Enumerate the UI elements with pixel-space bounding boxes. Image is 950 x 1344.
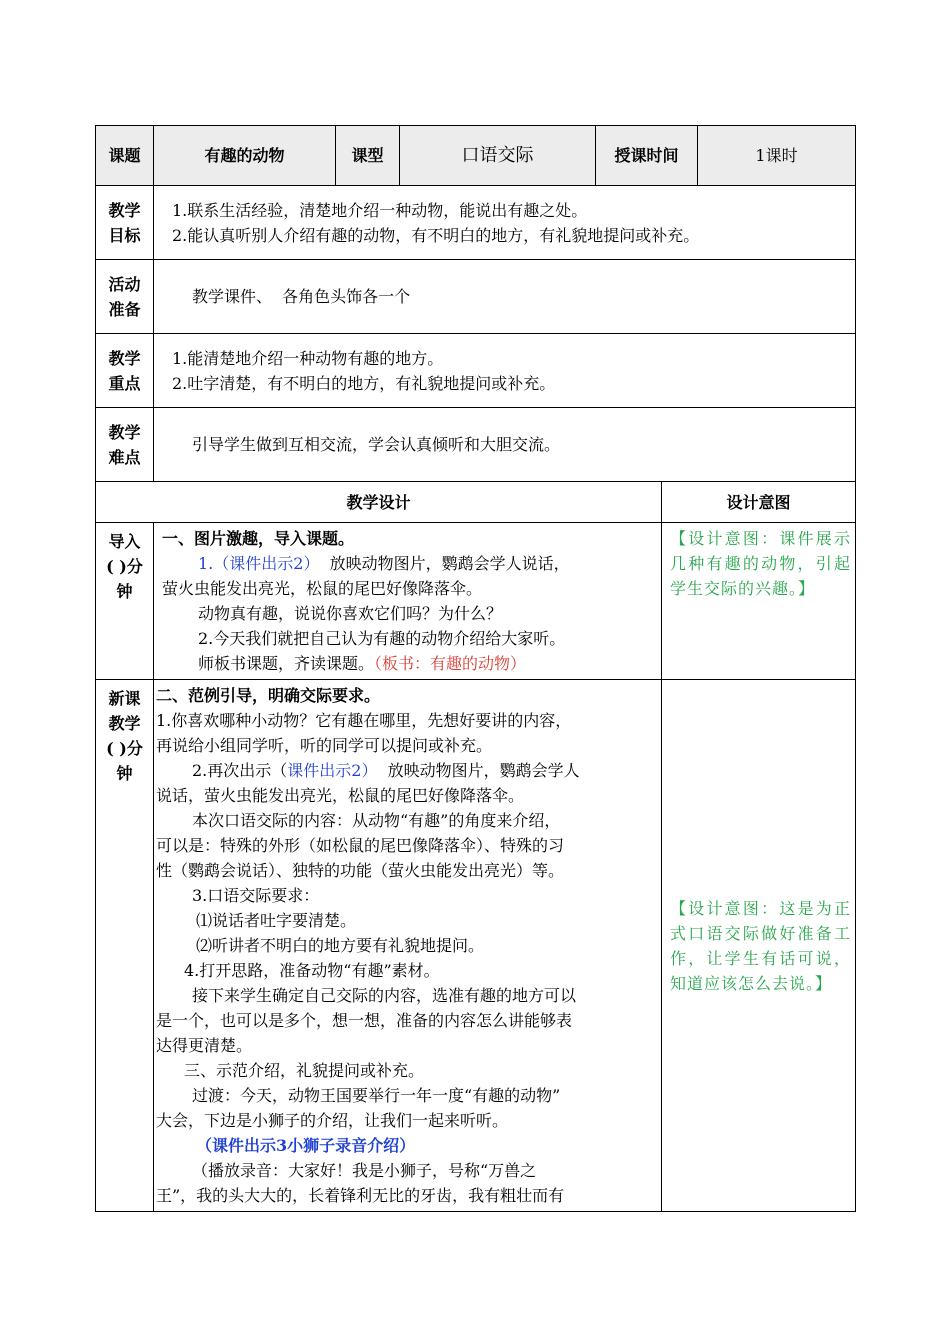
intro-p1-line2: 萤火虫能发出亮光，松鼠的尾巴好像降落伞。 (162, 579, 483, 598)
newlesson-label (96, 680, 154, 1212)
keypoints-label-line1: 教学 (108, 348, 141, 368)
newlesson-label-line3: ( )分 (106, 739, 143, 758)
intro-label-line2: ( )分 (106, 557, 143, 576)
newlesson-label-line4: 钟 (116, 764, 133, 783)
prep-label-line2: 准备 (108, 299, 141, 319)
topic-label: 课题 (96, 126, 154, 186)
courseware-3-ref: （课件出示3小狮子录音介绍） (196, 1136, 416, 1155)
difficulties-content (154, 408, 856, 482)
nl-s2-line2: 说话，萤火虫能发出亮光，松鼠的尾巴好像降落伞。 (156, 786, 525, 805)
nl-s2-text: 2.再次出示（ (192, 761, 288, 780)
nl-q1-line1: 1.你喜欢哪种小动物？它有趣在哪里，先想好要讲的内容， (156, 711, 572, 730)
keypoints-content (154, 334, 856, 408)
newlesson-heading: 二、范例引导，明确交际要求。 (156, 686, 381, 705)
intro-p1-text: 放映动物图片，鹦鹉会学人说话， (319, 554, 570, 573)
newlesson-intent: 【设计意图：这是为正式口语交际做好准备工作，让学生有话可说，知道应该怎么去说。】 (662, 680, 856, 1212)
goals-label-line2: 目标 (108, 225, 141, 245)
intro-heading: 一、图片激趣，导入课题。 (162, 529, 355, 548)
intro-p2: 动物真有趣，说说你喜欢它们吗？为什么？ (198, 604, 503, 623)
prep-text: 教学课件、 各角色头饰各一个 (192, 287, 411, 306)
header-row (96, 126, 856, 186)
nl-req-2: ⑵听讲者不明白的地方要有礼貌地提问。 (196, 936, 485, 955)
intro-label (96, 523, 154, 680)
newlesson-label-line2: 教学 (108, 714, 141, 733)
intent-heading: 设计意图 (662, 482, 856, 523)
keypoints-label-line2: 重点 (108, 373, 141, 393)
keypoints-row (96, 334, 856, 408)
nl-tr2: 大会，下边是小狮子的介绍，让我们一起来听听。 (156, 1111, 509, 1130)
intro-p4 (162, 651, 657, 676)
goals-label-line1: 教学 (108, 200, 141, 220)
nl-demo-head: 三、示范介绍，礼貌提问或补充。 (184, 1061, 425, 1080)
nl-tr1: 过渡：今天，动物王国要举行一年一度“有趣的动物” (192, 1086, 561, 1105)
design-header-row (96, 482, 856, 523)
intro-row (96, 523, 856, 680)
intro-content (154, 523, 662, 680)
intro-p4-text: 师板书课题，齐读课题。 (198, 654, 375, 673)
design-heading: 教学设计 (96, 482, 662, 523)
goals-row (96, 186, 856, 260)
nl-s2-rest: 放映动物图片，鹦鹉会学人 (377, 761, 580, 780)
difficulties-label (96, 408, 154, 482)
prep-label-line1: 活动 (108, 274, 141, 294)
time-label: 授课时间 (596, 126, 698, 186)
keypoint-item: 1.能清楚地介绍一种动物有趣的地方。 (172, 348, 444, 368)
intro-label-line1: 导入 (108, 532, 141, 551)
nl-c2: 可以是：特殊的外形（如松鼠的尾巴像降落伞）、特殊的习 (156, 836, 565, 855)
intro-label-line3: 钟 (116, 582, 133, 601)
nl-q1-line2: 再说给小组同学听，听的同学可以提问或补充。 (156, 736, 493, 755)
difficulties-label-line2: 难点 (108, 447, 141, 467)
courseware-2-ref: 1.（课件出示2） (198, 554, 320, 573)
keypoints-label (96, 334, 154, 408)
goals-label (96, 186, 154, 260)
difficulties-row (96, 408, 856, 482)
prep-row (96, 260, 856, 334)
prep-label (96, 260, 154, 334)
intro-p3: 2.今天我们就把自己认为有趣的动物介绍给大家听。 (198, 629, 566, 648)
nl-s2 (156, 758, 657, 783)
difficulties-label-line1: 教学 (108, 422, 141, 442)
keypoint-item: 2.吐字清楚，有不明白的地方，有礼貌地提问或补充。 (172, 373, 556, 393)
nl-t-head: 4.打开思路，准备动物“有趣”素材。 (184, 961, 440, 980)
nl-c3: 性（鹦鹉会说话）、独特的功能（萤火虫能发出亮光）等。 (156, 861, 565, 880)
nl-t1: 接下来学生确定自己交际的内容，选准有趣的地方可以 (192, 986, 577, 1005)
lesson-plan-table (95, 125, 856, 1212)
intro-intent: 【设计意图：课件展示几种有趣的动物，引起学生交际的兴趣。】 (662, 523, 856, 680)
type-label: 课型 (336, 126, 400, 186)
nl-req-1: ⑴说话者吐字要清楚。 (196, 911, 357, 930)
nl-t3: 达得更清楚。 (156, 1036, 253, 1055)
prep-content (154, 260, 856, 334)
courseware-2-ref-2: 课件出示2） (287, 761, 378, 780)
newlesson-label-line1: 新课 (108, 689, 141, 708)
goal-item: 1.联系生活经验，清楚地介绍一种动物，能说出有趣之处。 (172, 200, 588, 220)
goals-content (154, 186, 856, 260)
difficulties-text: 引导学生做到互相交流，学会认真倾听和大胆交流。 (192, 435, 561, 454)
nl-rec1: （播放录音：大家好！我是小狮子，号称“万兽之 (192, 1161, 537, 1180)
newlesson-row (96, 680, 856, 1212)
nl-t2: 是一个，也可以是多个，想一想，准备的内容怎么讲能够表 (156, 1011, 573, 1030)
topic-value: 有趣的动物 (154, 126, 336, 186)
intro-p1 (162, 551, 657, 576)
time-value: 1课时 (698, 126, 856, 186)
blackboard-note: （板书：有趣的动物） (374, 654, 527, 673)
nl-rec2: 王”，我的头大大的，长着锋利无比的牙齿，我有粗壮而有 (156, 1186, 565, 1205)
newlesson-content (154, 680, 662, 1212)
nl-req-head: 3.口语交际要求： (192, 886, 320, 905)
nl-c1: 本次口语交际的内容：从动物“有趣”的角度来介绍， (192, 811, 561, 830)
type-value: 口语交际 (400, 126, 596, 186)
goal-item: 2.能认真听别人介绍有趣的动物，有不明白的地方，有礼貌地提问或补充。 (172, 225, 700, 245)
